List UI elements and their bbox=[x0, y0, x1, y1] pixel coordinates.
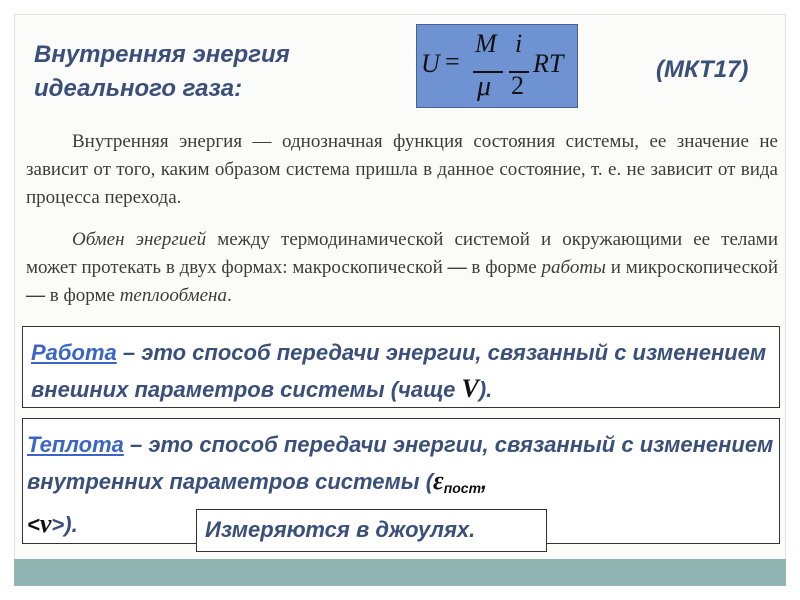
paragraph-energy-exchange bbox=[26, 226, 778, 310]
epsilon-symbol: ε bbox=[433, 466, 444, 495]
internal-energy-formula bbox=[416, 24, 578, 108]
paragraph-internal-energy bbox=[26, 128, 778, 212]
nu-symbol: ν bbox=[39, 509, 52, 538]
angle-open: < bbox=[27, 512, 40, 537]
dash-1: — bbox=[447, 257, 467, 278]
heat-definition-text: – это способ передачи энергии, связанный с изменением внутренних параметров системы ( bbox=[27, 432, 774, 494]
heat-definition-end: >). bbox=[51, 512, 78, 537]
paragraph-2-text-2: в форме bbox=[466, 257, 542, 278]
paragraph-2-text-1: между термодинамической системой и окружающими ее телами может протекать в двух формах: макроскопической bbox=[26, 229, 779, 278]
work-definition-term: Работа bbox=[31, 340, 117, 365]
paragraph-1-text: Внутренняя энергия — однозначная функция состояния системы, ее значение не зависит от того, каким образом система пришла в данное состояние, т. е. не зависит от вида процесса перехода. bbox=[26, 131, 778, 208]
formula-i: i bbox=[515, 29, 523, 58]
paragraph-2-text-4: в форме bbox=[45, 285, 120, 306]
work-definition-text: – это способ передачи энергии, связанный с изменением внешних параметров системы (чаще bbox=[31, 340, 767, 402]
footer-bar bbox=[14, 559, 786, 586]
formula-rt: RT bbox=[533, 49, 564, 78]
formula-u: U bbox=[421, 49, 440, 78]
title-line-1: Внутренняя энергия bbox=[34, 41, 290, 68]
heat-definition-term: Теплота bbox=[27, 432, 124, 457]
epsilon-subscript: пост bbox=[443, 480, 482, 496]
volume-symbol: V bbox=[461, 374, 479, 403]
heat-comma: , bbox=[481, 469, 488, 494]
slide-code: (МКТ17) bbox=[656, 56, 749, 83]
formula-equals: = bbox=[445, 47, 460, 76]
dash-2: — bbox=[26, 285, 45, 306]
slide-title bbox=[34, 38, 290, 106]
formula-two: 2 bbox=[511, 71, 524, 100]
title-line-2: идеального газа: bbox=[34, 75, 243, 102]
energy-exchange-term: Обмен энергией bbox=[72, 229, 207, 250]
work-term: работы bbox=[541, 257, 606, 278]
heat-exchange-term: теплообмена bbox=[119, 285, 227, 306]
paragraph-2-text-5: . bbox=[226, 285, 232, 306]
formula-mu: μ bbox=[477, 71, 492, 102]
paragraph-2-text-3: и микроскопической bbox=[605, 257, 778, 278]
work-definition-end: ). bbox=[478, 377, 493, 402]
work-definition-box bbox=[22, 326, 780, 408]
joule-note: Измеряются в джоулях. bbox=[196, 509, 547, 552]
formula-m: M bbox=[475, 29, 497, 58]
